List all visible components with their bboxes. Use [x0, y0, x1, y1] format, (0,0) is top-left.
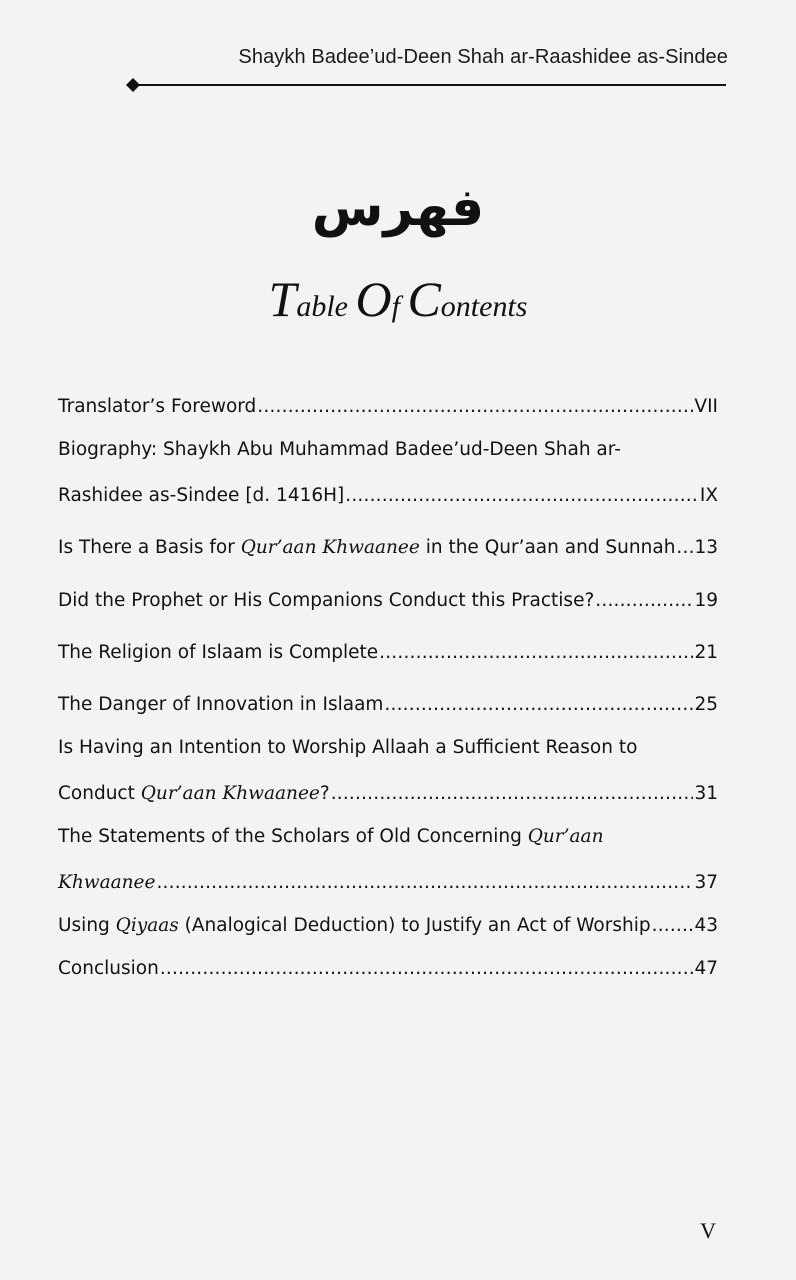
page-number: 13 — [694, 537, 718, 558]
table-of-contents — [58, 387, 718, 989]
page-number: VII — [694, 396, 718, 417]
arabic-title: فهرس — [311, 178, 485, 238]
toc-entry[interactable]: Conclusion ..... 47 — [58, 949, 718, 989]
header-rule — [126, 78, 726, 92]
page-number: 19 — [694, 590, 718, 611]
page-number: 43 — [694, 915, 718, 936]
page-number: 25 — [694, 694, 718, 715]
toc-entry[interactable]: The Statements of the Scholars of Old Concerning Qur’aan Khwaanee ..... 37 — [58, 817, 718, 903]
toc-entry[interactable]: The Religion of Islaam is Complete ..... 21 — [58, 633, 718, 673]
page-number-footer: V — [700, 1218, 716, 1243]
toc-entry[interactable]: Using Qiyaas (Analogical Deduction) to Justify an Act of Worship ..... 43 — [58, 906, 718, 946]
page-number: 37 — [694, 872, 718, 893]
running-head: Shaykh Badee’ud-Deen Shah ar-Raashidee as-Sindee — [238, 46, 728, 68]
toc-entry[interactable]: Did the Prophet or His Companions Conduct this Practise? ..... 19 — [58, 581, 718, 621]
toc-entry[interactable]: Biography: Shaykh Abu Muhammad Badee’ud-Deen Shah ar- Rashidee as-Sindee [d. 1416H] ..... IX — [58, 430, 718, 516]
page-title: Table Of Contents — [268, 271, 528, 327]
page-number: 31 — [694, 783, 718, 804]
page-number: IX — [699, 485, 718, 506]
toc-entry[interactable]: Is There a Basis for Qur’aan Khwaanee in the Qur’aan and Sunnah ..... 13 — [58, 528, 718, 568]
toc-entry[interactable]: The Danger of Innovation in Islaam ..... 25 — [58, 685, 718, 725]
page-number: 21 — [694, 642, 718, 663]
toc-entry[interactable]: Is Having an Intention to Worship Allaah a Sufficient Reason to Conduct Qur’aan Khwaanee? ..... 31 — [58, 728, 718, 814]
page-number: 47 — [694, 958, 718, 979]
toc-entry[interactable]: Translator’s Foreword ..... VII — [58, 387, 718, 427]
